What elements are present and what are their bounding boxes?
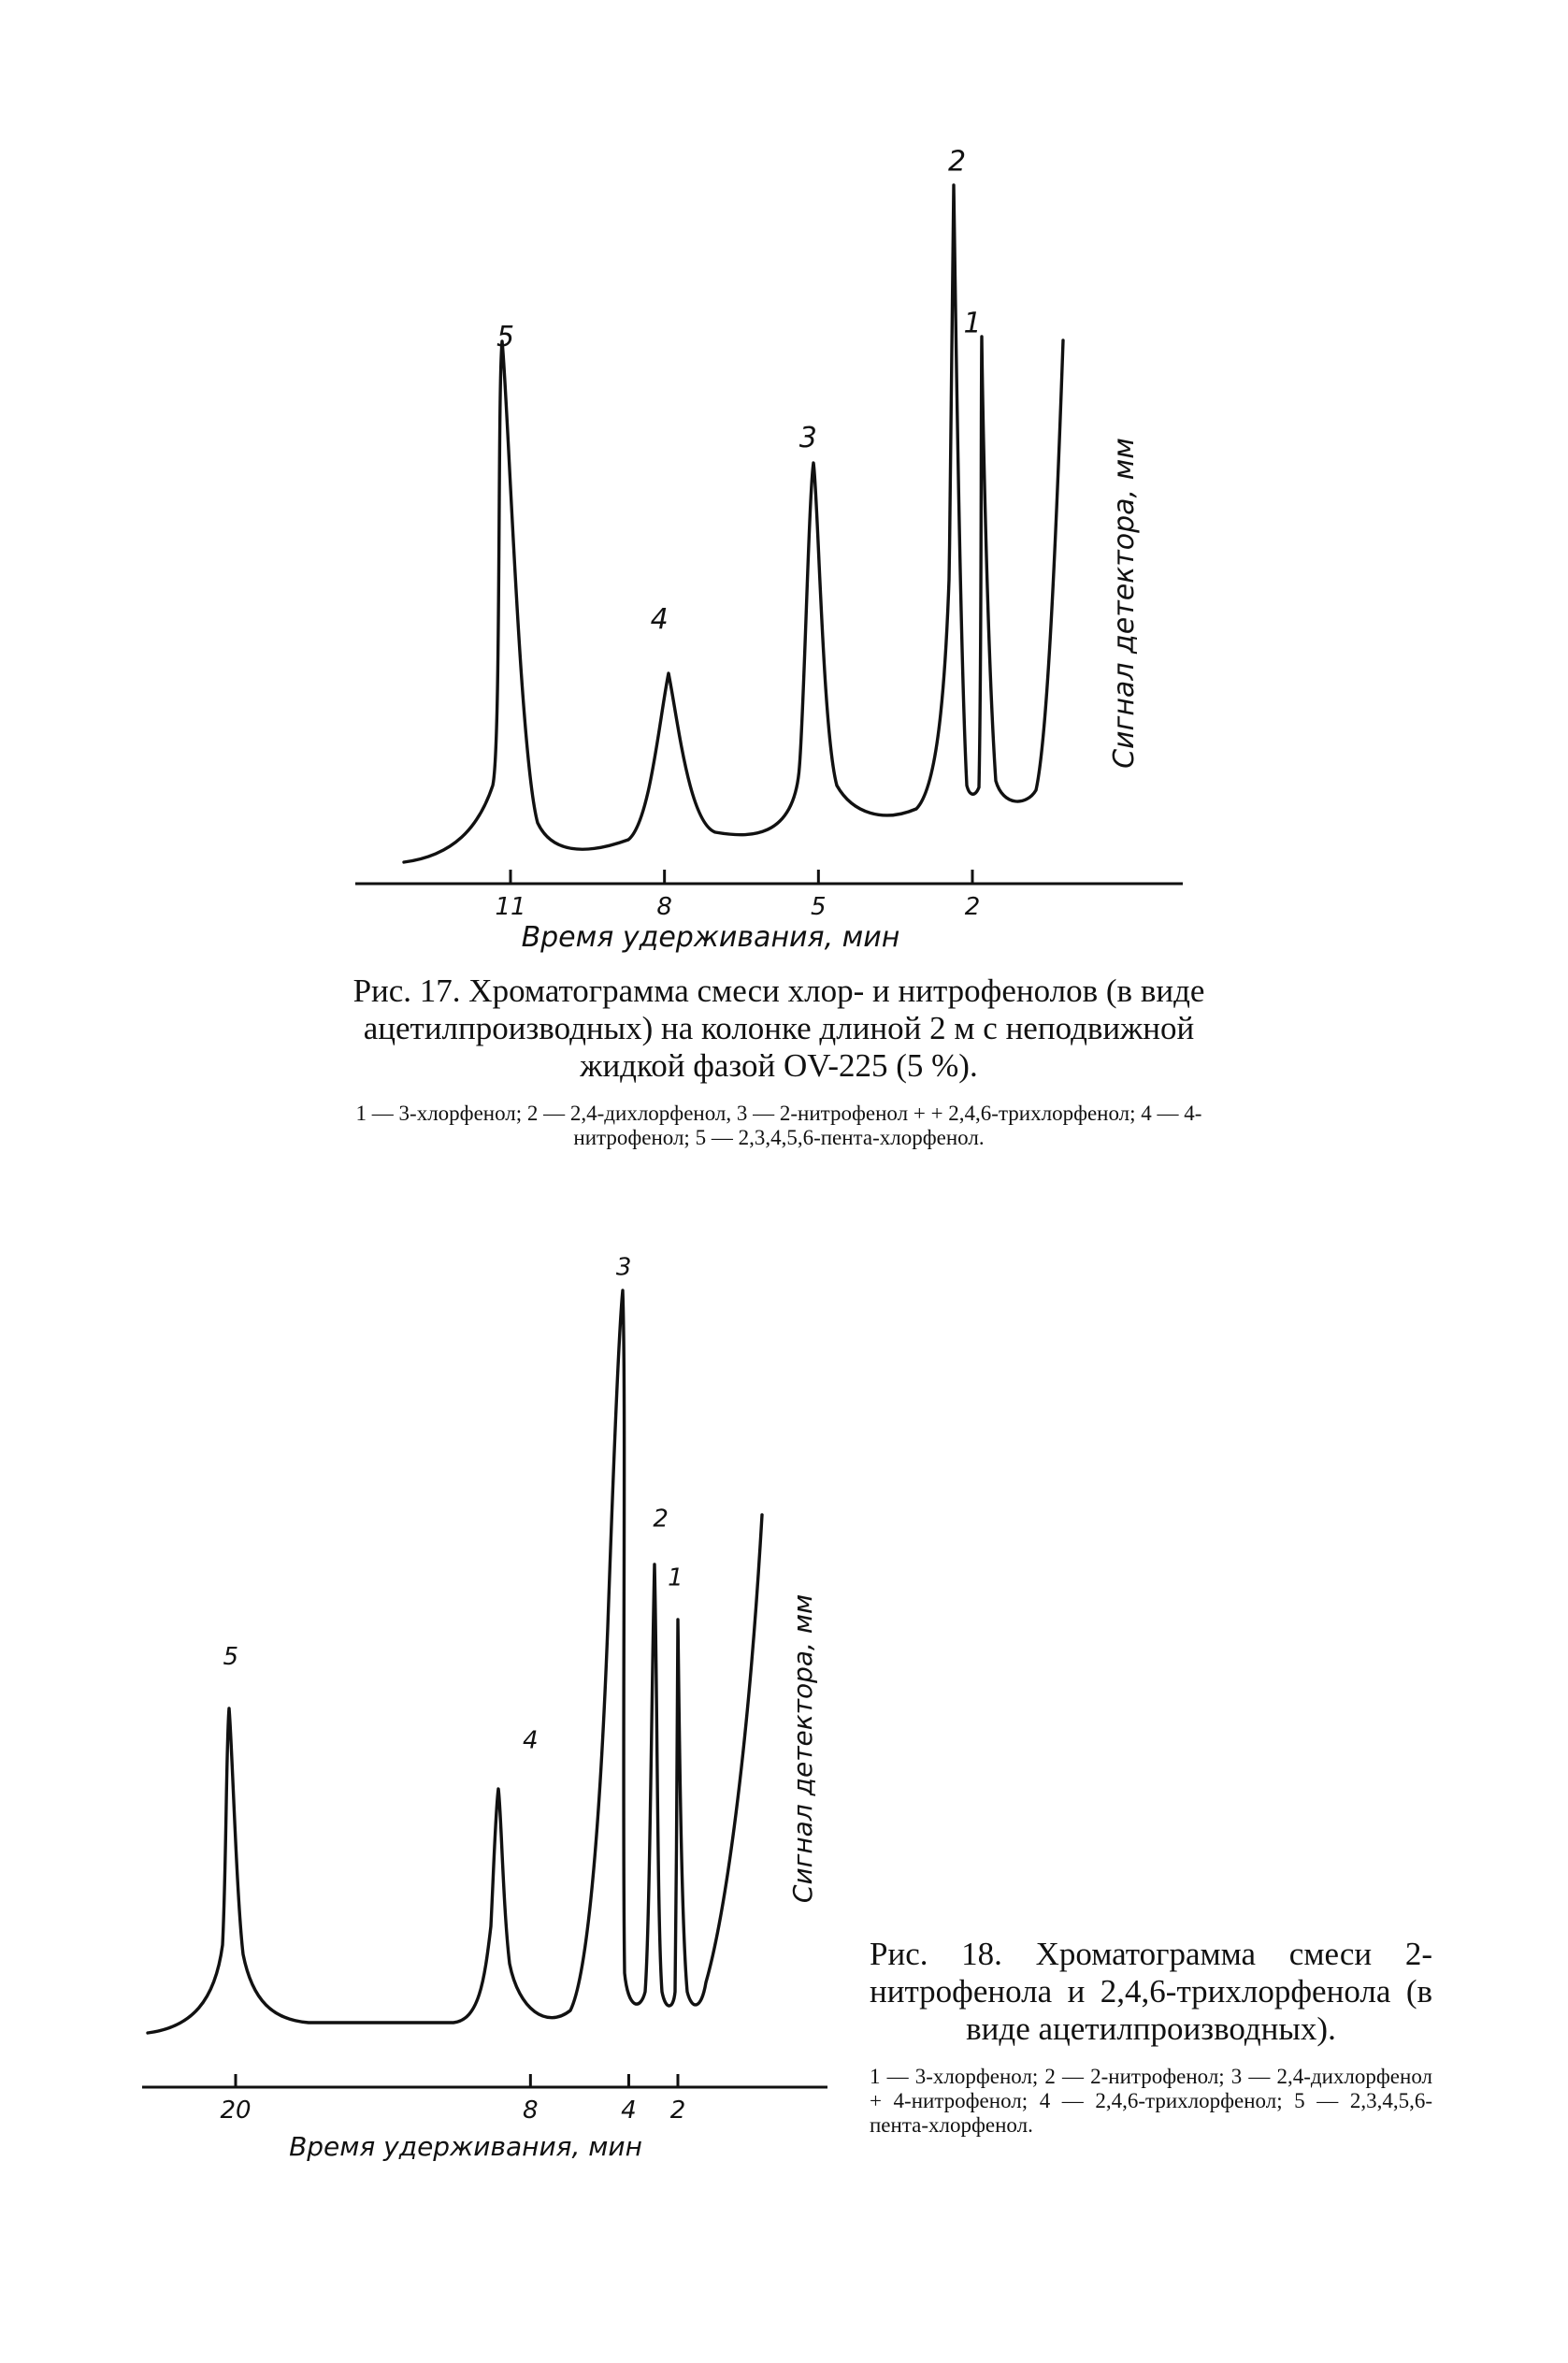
fig17-caption-legend: 1 — 3-хлорфенол; 2 — 2,4-дихлорфенол, 3 — 2-нитрофенол + + 2,4,6-трихлорфенол; 4 — 4-нитрофенол; 5 — 2,3,4,5,6-пента-хлорфенол. bbox=[355, 1102, 1202, 1149]
fig17-chromatogram-trace bbox=[404, 185, 1063, 862]
fig17-peak-label-2: 2 bbox=[947, 145, 967, 179]
fig18-x-axis-label: Время удерживания, мин bbox=[289, 2131, 642, 2162]
fig17-x-axis-label: Время удерживания, мин bbox=[521, 921, 900, 954]
fig18-x-tick-label: 2 bbox=[669, 2096, 686, 2125]
fig17-x-tick-label: 8 bbox=[656, 893, 672, 921]
fig17-peak-label-3: 3 bbox=[798, 421, 817, 454]
fig18-peak-label-3: 3 bbox=[615, 1253, 632, 1282]
fig18-caption bbox=[870, 1936, 1432, 2138]
fig17-x-tick-label: 11 bbox=[495, 893, 526, 921]
fig18-x-tick-label: 8 bbox=[523, 2096, 539, 2125]
fig18-x-tick-label: 4 bbox=[621, 2096, 637, 2125]
fig18-x-tick-label: 20 bbox=[220, 2096, 252, 2125]
fig18-y-axis-label: Сигнал детектора, мм bbox=[787, 1593, 818, 1904]
fig18-chromatogram-trace bbox=[148, 1290, 762, 2033]
fig18-peak-label-2: 2 bbox=[653, 1505, 669, 1534]
fig17-x-tick-label: 5 bbox=[811, 893, 827, 921]
fig17-peak-label-1: 1 bbox=[963, 307, 982, 340]
fig18-peak-label-4: 4 bbox=[523, 1726, 539, 1755]
fig18-peak-label-5: 5 bbox=[223, 1643, 239, 1672]
fig17-caption bbox=[348, 973, 1210, 1150]
fig17-y-axis-label: Сигнал детектора, мм bbox=[1108, 438, 1141, 769]
fig18-peak-label-1: 1 bbox=[668, 1563, 683, 1592]
fig17-peak-label-4: 4 bbox=[650, 603, 669, 637]
fig18-caption-title: Рис. 18. Хроматограмма смеси 2-нитрофенола и 2,4,6-трихлорфенола (в виде ацетилпроизводных). bbox=[870, 1936, 1432, 2047]
fig17-caption-title: Рис. 17. Хроматограмма смеси хлор- и нитрофенолов (в виде ацетилпроизводных) на колонке длиной 2 м с неподвижной жидкой фазой OV-225 (5 %). bbox=[352, 973, 1205, 1084]
fig18-caption-legend: 1 — 3-хлорфенол; 2 — 2-нитрофенол; 3 — 2,4-дихлорфенол + 4-нитрофенол; 4 — 2,4,6-трихлорфенол; 5 — 2,3,4,5,6-пента-хлорфенол. bbox=[870, 2065, 1432, 2137]
fig17-x-tick-label: 2 bbox=[964, 893, 981, 921]
fig17-peak-label-5: 5 bbox=[496, 320, 515, 353]
